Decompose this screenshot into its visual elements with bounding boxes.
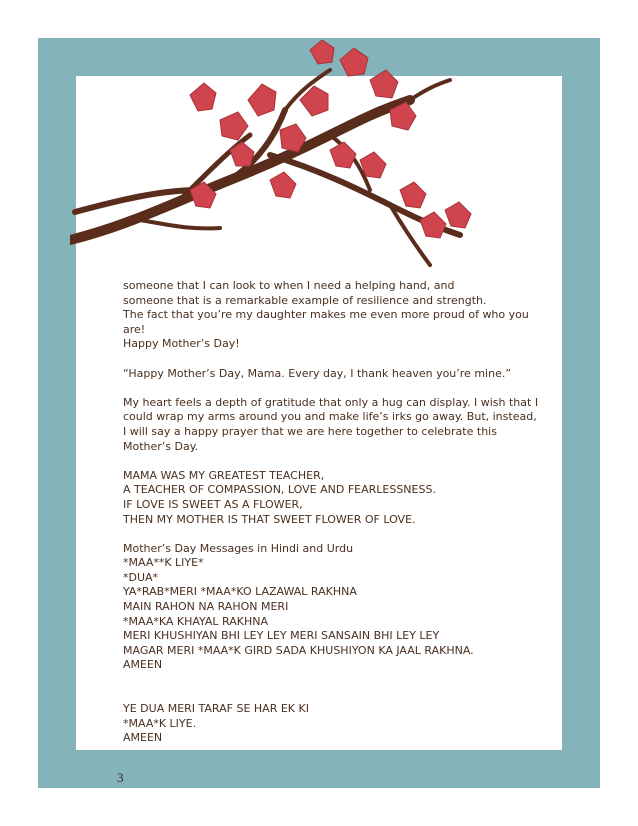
blank-line xyxy=(123,454,533,469)
text-line: Happy Mother’s Day! xyxy=(123,337,240,351)
text-line: Mother’s Day Messages in Hindi and Urdu xyxy=(123,541,354,555)
text-line: MAMA WAS MY GREATEST TEACHER, xyxy=(123,468,325,482)
text-line: MAIN RAHON NA RAHON MERI xyxy=(123,600,289,614)
text-line: “Happy Mother’s Day, Mama. Every day, I thank heaven you’re mine.” xyxy=(123,366,512,380)
text-line: someone that is a remarkable example of resilience and strength. xyxy=(123,293,487,307)
text-line: I will say a happy prayer that we are here together to celebrate this xyxy=(123,424,497,438)
blank-line xyxy=(123,688,533,703)
text-line: YE DUA MERI TARAF SE HAR EK KI xyxy=(123,702,309,716)
text-line: someone that I can look to when I need a helping hand, and xyxy=(123,279,455,292)
text-line: IF LOVE IS SWEET AS A FLOWER, xyxy=(123,497,303,511)
document-body-text xyxy=(123,279,539,746)
text-line: *MAA*KA KHAYAL RAKHNA xyxy=(123,614,269,628)
blank-line xyxy=(123,673,533,688)
text-line: *MAA*K LIYE. xyxy=(123,716,197,730)
text-line: The fact that you’re my daughter makes me even more proud of who you xyxy=(123,308,529,322)
text-line: Mother’s Day. xyxy=(123,439,199,453)
text-line: THEN MY MOTHER IS THAT SWEET FLOWER OF LOVE. xyxy=(123,512,416,526)
blossom-branch-illustration xyxy=(70,40,480,280)
blank-line xyxy=(123,527,533,542)
text-line: *DUA* xyxy=(123,570,159,584)
text-line: AMEEN xyxy=(123,658,163,672)
text-line: My heart feels a depth of gratitude that only a hug can display. I wish that I xyxy=(123,395,539,409)
text-line: are! xyxy=(123,322,146,336)
page-number: 3 xyxy=(117,770,124,785)
text-line: *MAA**K LIYE* xyxy=(123,556,204,570)
text-line: A TEACHER OF COMPASSION, LOVE AND FEARLESSNESS. xyxy=(123,483,436,497)
text-line: could wrap my arms around you and make life’s irks go away. But, instead, xyxy=(123,410,537,424)
blank-line xyxy=(123,381,533,396)
text-line: MAGAR MERI *MAA*K GIRD SADA KHUSHIYON KA JAAL RAKHNA. xyxy=(123,643,474,657)
text-line: MERI KHUSHIYAN BHI LEY LEY MERI SANSAIN BHI LEY LEY xyxy=(123,629,440,643)
text-line: AMEEN xyxy=(123,731,163,745)
text-line: YA*RAB*MERI *MAA*KO LAZAWAL RAKHNA xyxy=(123,585,357,599)
blank-line xyxy=(123,352,533,367)
